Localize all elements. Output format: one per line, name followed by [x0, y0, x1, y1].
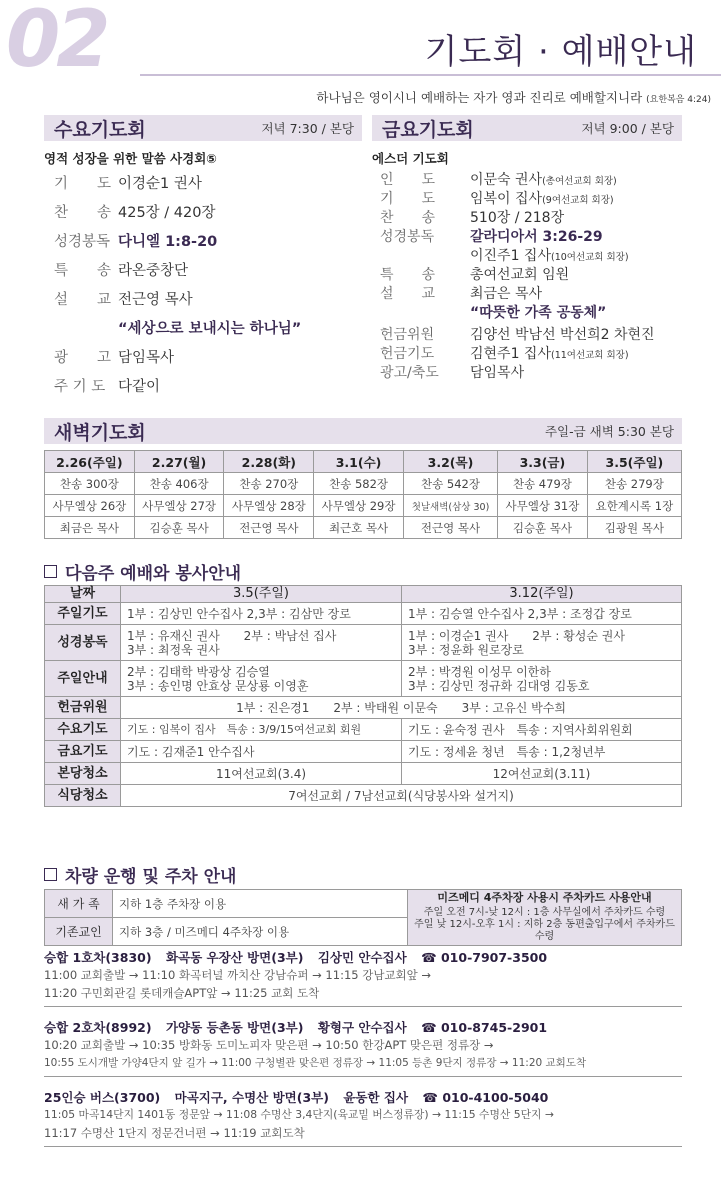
- table-row: 주일기도 1부 : 김상민 안수집사 2,3부 : 김삼만 장로 1부 : 김승열 안수집사 2,3부 : 조정갑 장로: [45, 603, 682, 625]
- table-row: 헌금위원 1부 : 진은경1 2부 : 박태원 이문숙 3부 : 고유신 박수희: [45, 697, 682, 719]
- page-title: 기도회 · 예배안내: [424, 32, 697, 72]
- program-row: 성경봉독 갈라디아서 3:26-29: [380, 229, 603, 245]
- table-row: 식당청소 7여선교회 / 7남선교회(식당봉사와 설거지): [45, 785, 682, 807]
- program-row: 인 도 이문숙 권사(총여선교회 회장): [380, 172, 617, 188]
- program-row: 주 기 도 다같이: [54, 379, 161, 395]
- wednesday-service-name: 수요기도회: [54, 118, 146, 141]
- program-row: 설 교 최금은 목사: [380, 286, 543, 302]
- program-row: 성경봉독 다니엘 1:8-20: [54, 234, 218, 250]
- table-row: 사무엘상 26장 사무엘상 27장 사무엘상 28장 사무엘상 29장 첫날새벽(삼상 30) 사무엘상 31장 요한계시록 1장: [45, 495, 682, 517]
- wednesday-subtitle: 영적 성장을 위한 말씀 사경회⑤: [44, 151, 217, 166]
- bus-route: 화곡동 우장산 방면(3부): [165, 950, 304, 965]
- table-row: 기존교인 지하 3층 / 미즈메디 4주차장 이용: [45, 918, 682, 946]
- table-row: 금요기도 기도 : 김재준1 안수집사 기도 : 정세윤 청년 특송 : 1,2청년부: [45, 741, 682, 763]
- page-number: 02: [6, 0, 107, 85]
- program-row: 특 송 총여선교회 임원: [380, 267, 570, 283]
- bus-route: 마곡지구, 수명산 방면(3부): [174, 1090, 329, 1105]
- parking-table: [44, 889, 682, 946]
- sermon-title-row: [380, 305, 684, 327]
- square-bullet-icon: [44, 565, 57, 578]
- table-row: 성경봉독 1부 : 유재신 권사 2부 : 박남선 집사 3부 : 최정욱 권사 1부 : 이경순1 권사 2부 : 황성순 권사 3부 : 정윤화 원로장로: [45, 625, 682, 661]
- bus-route-1: 승합 1호차(3830) 화곡동 우장산 방면(3부) 김상민 안수집사 ☎ 010-7907-3500 11:00 교회출발 → 11:10 화곡터널 까치산 강남슈퍼 → 11:15 강남교회앞 → 11:20 구민회관길 롯데캐슬APT앞 → 11:25 교회 도착: [44, 948, 682, 1007]
- sermon-title-row: [54, 317, 364, 346]
- bus-route-3: 25인승 버스(3700) 마곡지구, 수명산 방면(3부) 윤동한 집사 ☎ 010-4100-5040 11:05 마곡14단지 1401동 정문앞 → 11:08 수명산 3,4단지(육교밑 버스정류장) → 11:15 수명산 5단지 → 11:17 수명산 1단지 정문건너편 → 11:19 교회도착: [44, 1088, 682, 1147]
- wednesday-service-time: 저녁 7:30 / 본당: [261, 121, 354, 136]
- program-row: 설 교 전근영 목사: [54, 292, 193, 308]
- bus-route-2: 승합 2호차(8992) 가양동 등촌동 방면(3부) 황형구 안수집사 ☎ 010-8745-2901 10:20 교회출발 → 10:35 방화동 도미노피자 맞은편 → 10:50 한강APT 맞은편 정류장 → 10:55 도시개발 가양4단지 앞 길가 → 11:00 구청별관 맞은편 정류장 → 11:05 등촌 9단지 정류장 → 11:20 교회도착: [44, 1018, 682, 1077]
- table-row: 최금은 목사 김승훈 목사 전근영 목사 최근호 목사 전근영 목사 김승훈 목사 김광원 목사: [45, 517, 682, 539]
- friday-subtitle: 에스더 기도회: [372, 151, 449, 166]
- program-row: 광고/축도 담임목사: [380, 365, 525, 381]
- wednesday-program: [54, 172, 364, 404]
- parking-heading: 차량 운행 및 주차 안내: [44, 862, 236, 887]
- dawn-schedule-table: [44, 450, 682, 539]
- dawn-service-header: [44, 418, 682, 444]
- dawn-service-name: 새벽기도회: [54, 421, 146, 444]
- bus-phone: ☎ 010-4100-5040: [422, 1090, 549, 1105]
- bus-driver: 황형구 안수집사: [317, 1020, 407, 1035]
- program-row: 헌금위원 김양선 박남선 박선희2 차현진: [380, 327, 655, 343]
- program-row: 헌금기도 김현주1 집사(11여선교회 회장): [380, 346, 629, 362]
- friday-service-name: 금요기도회: [382, 118, 474, 141]
- program-row: 기 도 이경순1 권사: [54, 176, 202, 192]
- next-week-service-table: [44, 585, 682, 807]
- bus-phone: ☎ 010-7907-3500: [421, 950, 548, 965]
- wednesday-sermon-title: “세상으로 보내시는 하나님”: [118, 321, 302, 337]
- bus-name: 25인승 버스(3700): [44, 1090, 161, 1105]
- friday-service-time: 저녁 9:00 / 본당: [581, 121, 674, 136]
- next-week-heading: 다음주 예배와 봉사안내: [44, 559, 241, 584]
- square-bullet-icon: [44, 868, 57, 881]
- table-row: 날짜 3.5(주일) 3.12(주일): [45, 586, 682, 603]
- bus-driver: 윤동한 집사: [343, 1090, 409, 1105]
- table-row: 2.26(주일) 2.27(월) 2.28(화) 3.1(수) 3.2(목) 3.3(금) 3.5(주일): [45, 451, 682, 473]
- bus-name: 승합 2호차(8992): [44, 1020, 152, 1035]
- bus-driver: 김상민 안수집사: [317, 950, 407, 965]
- table-row: 새 가 족 지하 1층 주차장 이용 미즈메디 4주차장 사용시 주차카드 사용안내 주일 오전 7시-낮 12시 : 1층 사무실에서 주차카드 수령 주일 낮 12시-오후 1시 : 지하 2층 동편출입구에서 주차카드 수령: [45, 890, 682, 918]
- wednesday-service-header: [44, 115, 362, 141]
- table-row: 수요기도 기도 : 임복이 집사 특송 : 3/9/15여선교회 회원 기도 : 윤숙정 권사 특송 : 지역사회위원회: [45, 719, 682, 741]
- title-divider: [140, 74, 721, 76]
- program-row: 광 고 담임목사: [54, 350, 175, 366]
- friday-service-header: [372, 115, 682, 141]
- program-row: 찬 송 425장 / 420장: [54, 205, 216, 221]
- program-row: 기 도 임복이 집사(9여선교회 회장): [380, 191, 614, 207]
- table-row: 찬송 300장 찬송 406장 찬송 270장 찬송 582장 찬송 542장 찬송 479장 찬송 279장: [45, 473, 682, 495]
- friday-sermon-title: “따뜻한 가족 공동체”: [470, 305, 607, 321]
- program-row: 특 송 라온중창단: [54, 263, 189, 279]
- program-row: 찬 송 510장 / 218장: [380, 210, 565, 226]
- friday-program: [380, 172, 684, 384]
- scripture-verse: 하나님은 영이시니 예배하는 자가 영과 진리로 예배할지니라 (요한복음 4:24): [316, 90, 711, 105]
- bus-route: 가양동 등촌동 방면(3부): [165, 1020, 304, 1035]
- dawn-service-time: 주일-금 새벽 5:30 본당: [544, 424, 674, 439]
- bus-phone: ☎ 010-8745-2901: [421, 1020, 548, 1035]
- program-row: 이진주1 집사(10여선교회 회장): [470, 248, 629, 264]
- parking-card-notice: 미즈메디 4주차장 사용시 주차카드 사용안내 주일 오전 7시-낮 12시 : 1층 사무실에서 주차카드 수령 주일 낮 12시-오후 1시 : 지하 2층 동편출입구에서 주차카드 수령: [408, 890, 682, 946]
- table-row: 주일안내 2부 : 김태학 박광상 김승열 3부 : 송인명 안효상 문상룡 이영훈 2부 : 박경원 이성무 이한하 3부 : 김상민 정규화 김대영 김동호: [45, 661, 682, 697]
- bus-name: 승합 1호차(3830): [44, 950, 152, 965]
- table-row: 본당청소 11여선교회(3.4) 12여선교회(3.11): [45, 763, 682, 785]
- verse-reference: (요한복음 4:24): [646, 95, 711, 105]
